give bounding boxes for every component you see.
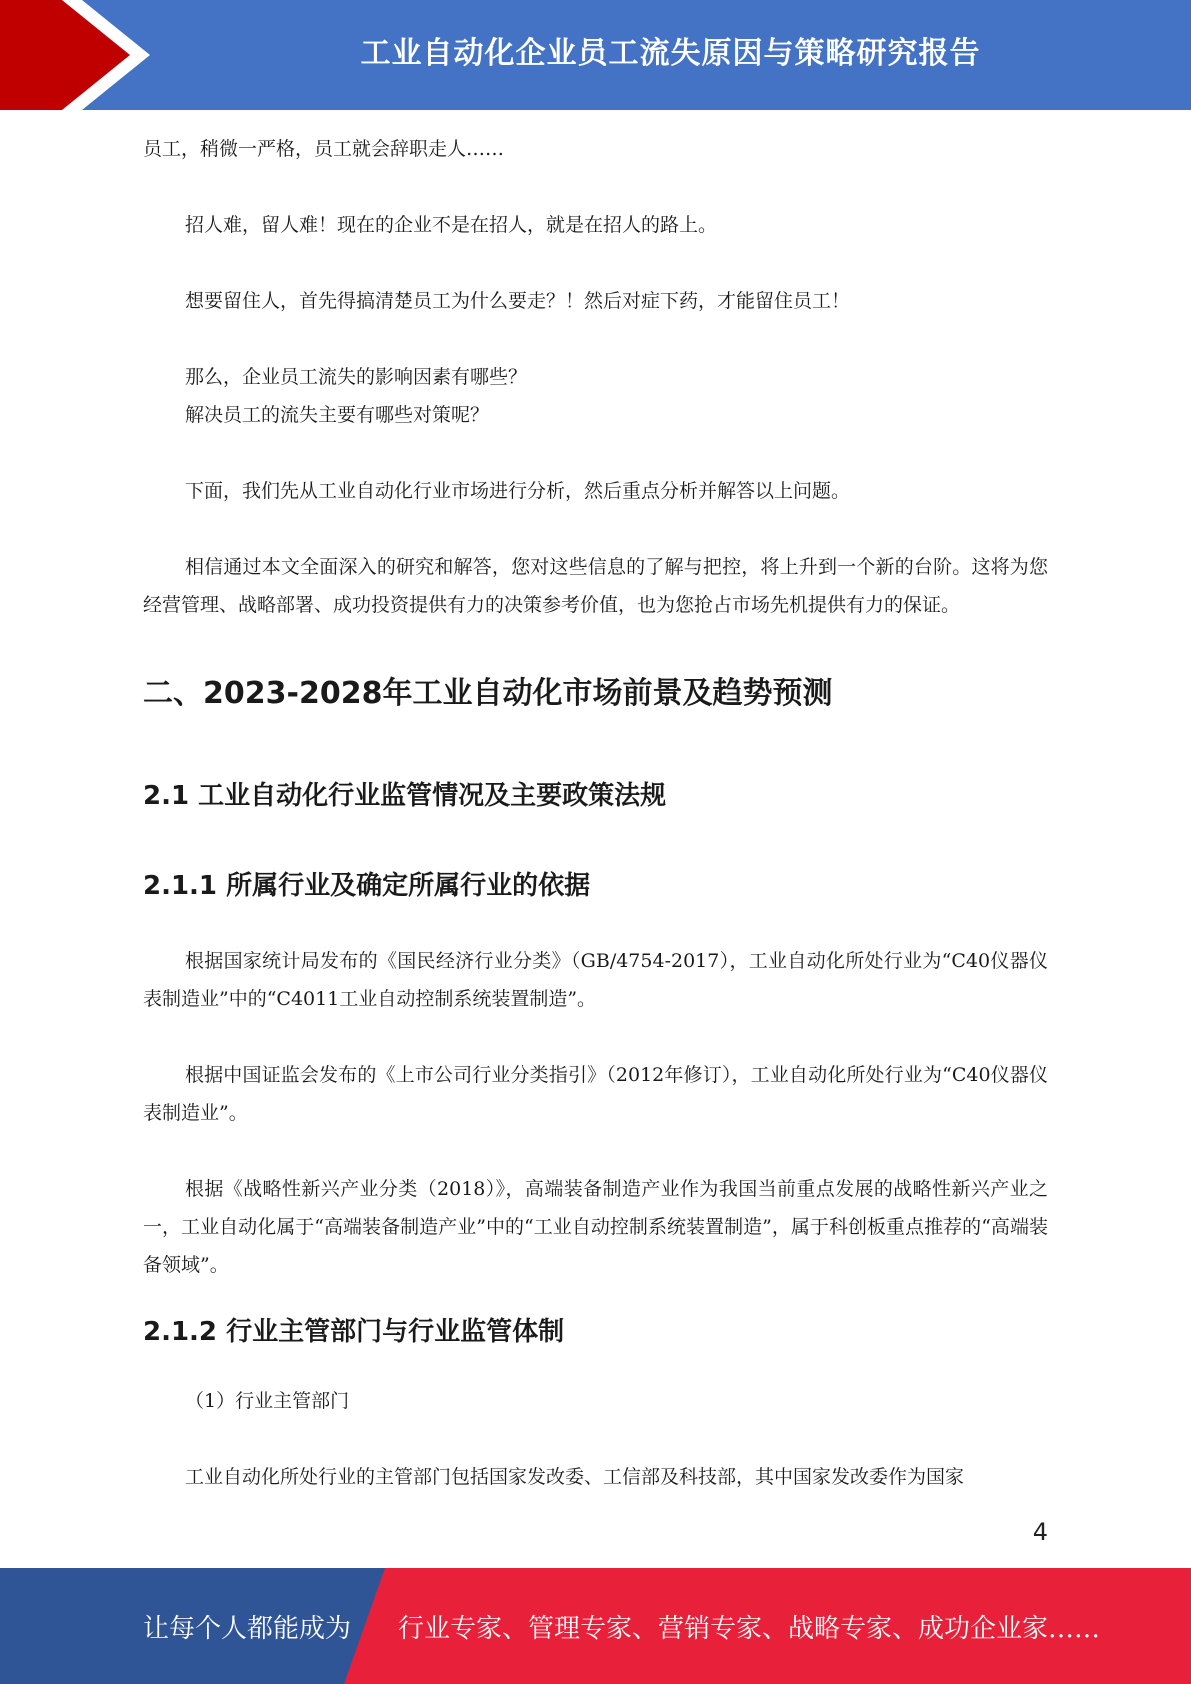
report-title: 工业自动化企业员工流失原因与策略研究报告: [360, 36, 981, 71]
footer-band: [0, 1568, 1191, 1684]
subsubsection-heading: 2.1.2 行业主管部门与行业监管体制: [143, 1317, 565, 1347]
paragraph: 根据中国证监会发布的《上市公司行业分类指引》（2012年修订），工业自动化所处行业为“C40仪器仪表制造业”。: [143, 1064, 1048, 1124]
paragraph: （1）行业主管部门: [185, 1390, 350, 1412]
footer-slogan-right: 行业专家、管理专家、营销专家、战略专家、成功企业家……: [398, 1613, 1101, 1644]
paragraph: 根据国家统计局发布的《国民经济行业分类》（GB/4754-2017），工业自动化所处行业为“C40仪器仪表制造业”中的“C4011工业自动控制系统装置制造”。: [143, 950, 1048, 1010]
paragraph: 下面，我们先从工业自动化行业市场进行分析，然后重点分析并解答以上问题。: [185, 480, 851, 502]
page-number: 4: [1032, 1518, 1048, 1546]
paragraph: 那么，企业员工流失的影响因素有哪些？: [185, 366, 528, 388]
page-content: [143, 130, 1048, 1496]
paragraph: 想要留住人，首先得搞清楚员工为什么要走？！然后对症下药，才能留住员工！: [185, 290, 851, 312]
footer-slogan-left: 让每个人都能成为: [143, 1613, 352, 1644]
paragraph: 根据《战略性新兴产业分类（2018）》，高端装备制造产业作为我国当前重点发展的战略性新兴产业之一，工业自动化属于“高端装备制造产业”中的“工业自动控制系统装置制造”，属于科创板重点推荐的“高端装备领域”。: [143, 1178, 1048, 1276]
subsubsection-heading: 2.1.1 所属行业及确定所属行业的依据: [143, 871, 591, 901]
paragraph: 工业自动化所处行业的主管部门包括国家发改委、工信部及科技部，其中国家发改委作为国家: [185, 1466, 965, 1488]
subsection-heading: 2.1 工业自动化行业监管情况及主要政策法规: [143, 781, 667, 811]
paragraph: 员工，稍微一严格，员工就会辞职走人……: [143, 138, 505, 160]
paragraph: 招人难，留人难！现在的企业不是在招人，就是在招人的路上。: [185, 214, 718, 236]
section-heading: 二、2023-2028年工业自动化市场前景及趋势预测: [143, 676, 833, 711]
paragraph: 相信通过本文全面深入的研究和解答，您对这些信息的了解与把控，将上升到一个新的台阶。这将为您经营管理、战略部署、成功投资提供有力的决策参考价值，也为您抢占市场先机提供有力的保证。: [143, 556, 1048, 616]
paragraph: 解决员工的流失主要有哪些对策呢？: [185, 404, 490, 426]
header-band: [0, 0, 1191, 110]
